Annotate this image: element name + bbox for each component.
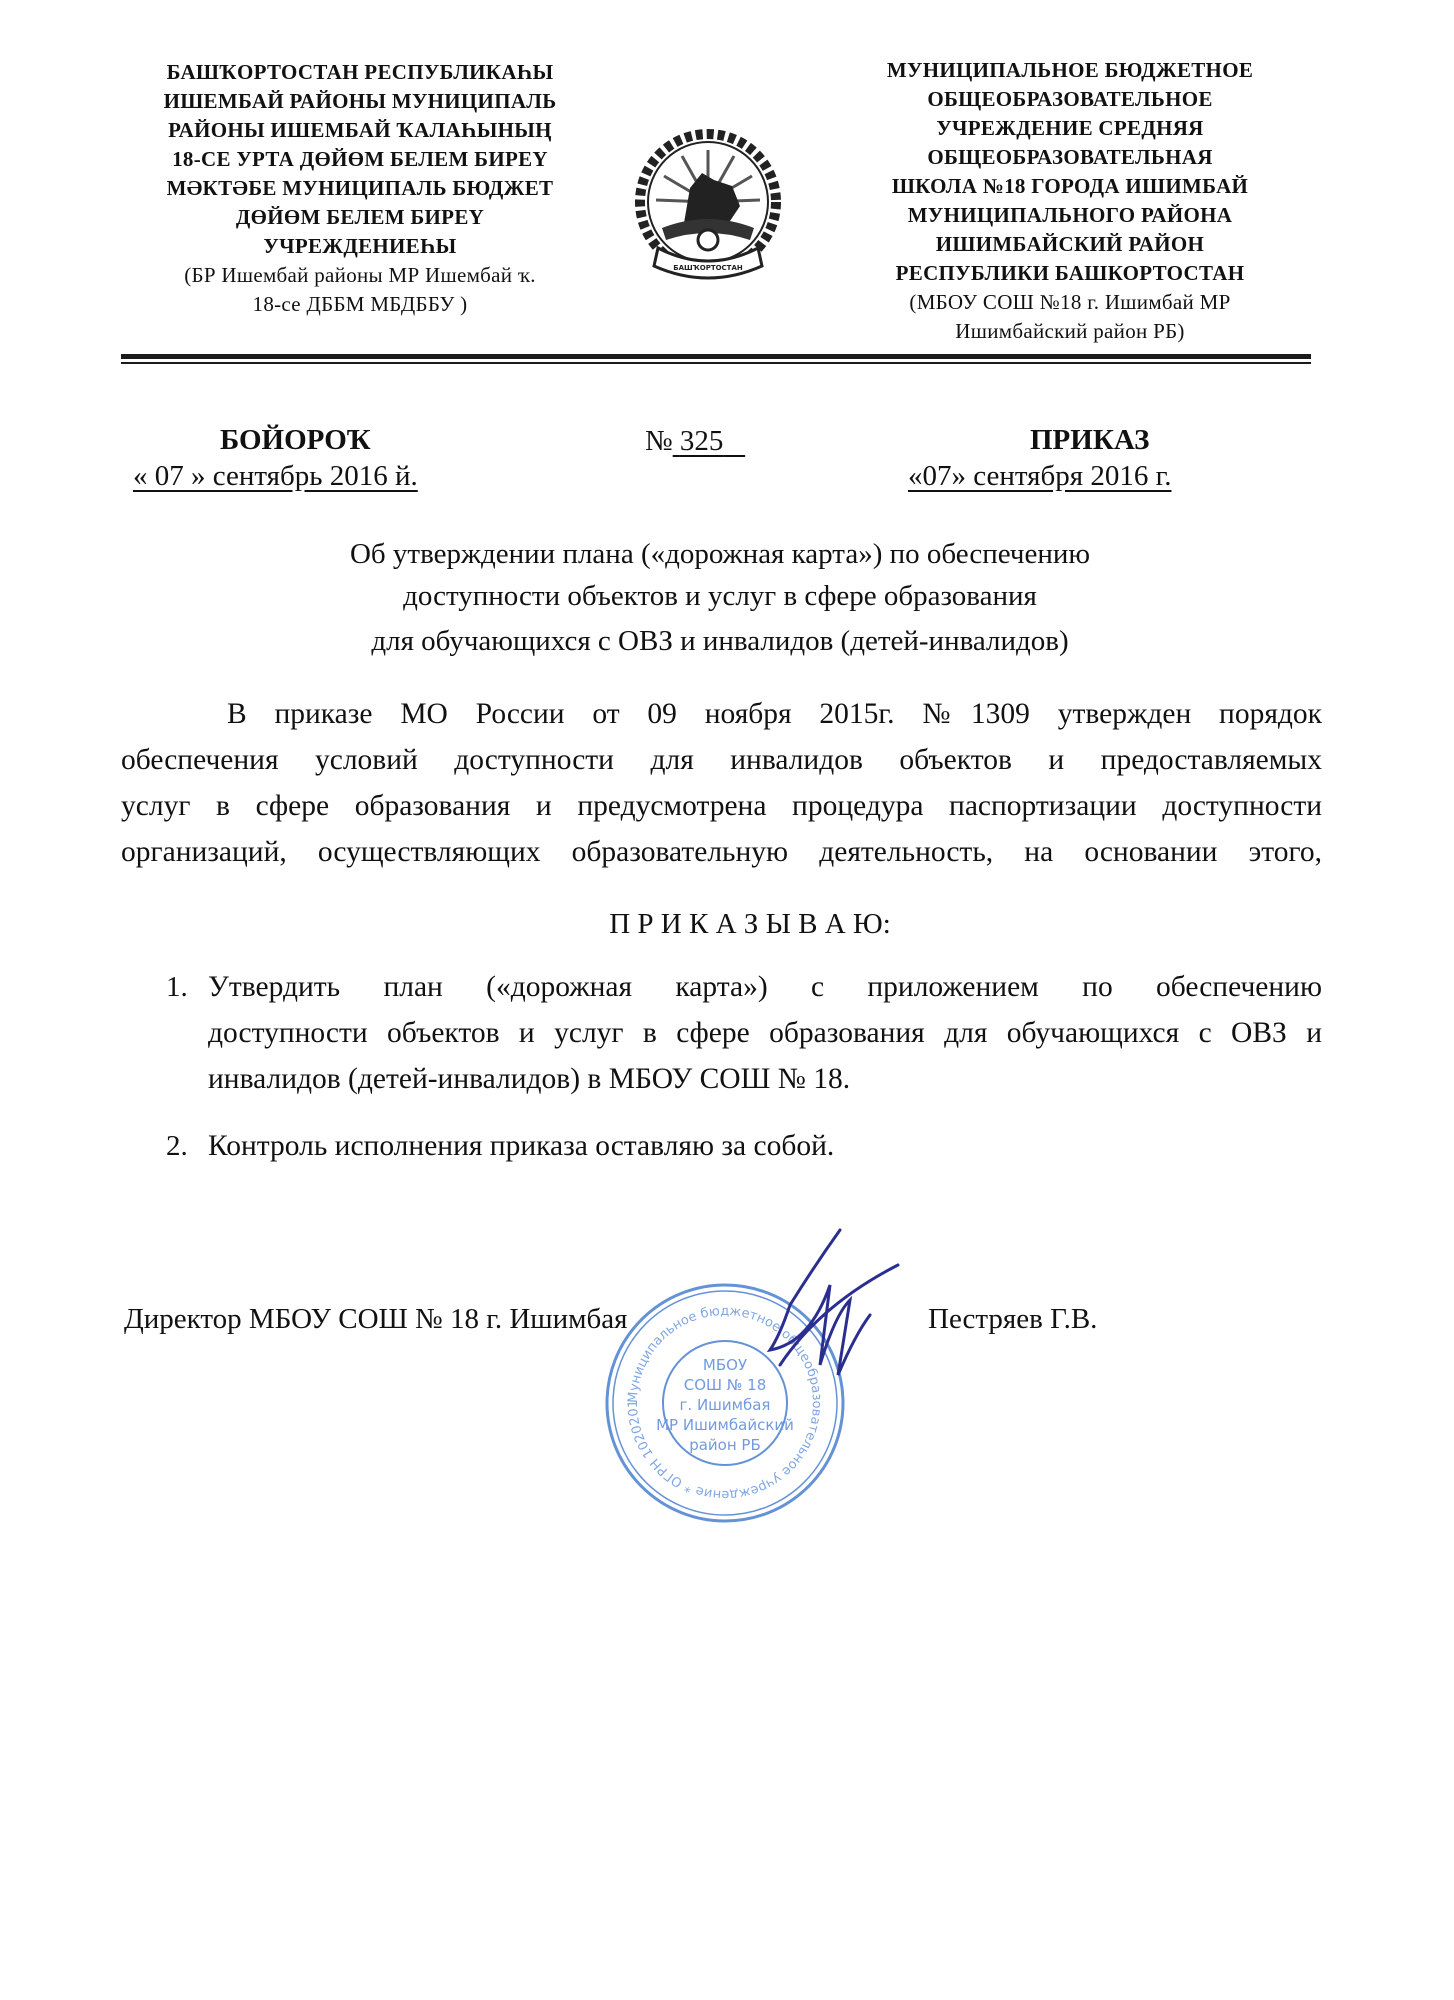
header-right-line: МУНИЦИПАЛЬНОЕ БЮДЖЕТНОЕ (886, 58, 1254, 82)
document-title-line: доступности объектов и услуг в сфере образования (403, 580, 1037, 612)
emblem-label: БАШҠОРТОСТАН (673, 264, 743, 272)
coat-of-arms-emblem (632, 128, 784, 293)
signatory-name: Пестряев Г.В. (928, 1303, 1098, 1335)
header-right-abbr: Ишимбайский район РБ) (955, 319, 1185, 343)
header-right-line: ИШИМБАЙСКИЙ РАЙОН (935, 232, 1205, 256)
header-left-abbr: 18-се ДББМ МБДББУ ) (252, 292, 468, 316)
header-left-line: ДӨЙӨМ БЕЛЕМ БИРЕҮ (235, 205, 485, 229)
header-left-line: БАШҠОРТОСТАН РЕСПУБЛИКАҺЫ (166, 60, 554, 84)
preamble-line: В приказе МО России от 09 ноября 2015г. №1309 утвержден порядок (227, 698, 1322, 730)
header-divider-thick (121, 354, 1311, 359)
preamble-line: услуг в сфере образования и предусмотрена процедура паспортизации доступности (121, 790, 1322, 822)
preamble-line: организаций, осуществляющих образовательную деятельность, на основании этого, (121, 836, 1322, 868)
order-date-bashkir: « 07 » сентябрь 2016 й. (133, 460, 418, 492)
svg-text:г. Ишимбая: г. Ишимбая (679, 1396, 771, 1414)
header-left-line: 18-СЕ УРТА ДӨЙӨМ БЕЛЕМ БИРЕҮ (172, 147, 548, 171)
order-number-prefix: № (645, 425, 673, 457)
header-left-line: МӘКТӘБЕ МУНИЦИПАЛЬ БЮДЖЕТ (166, 176, 554, 200)
header-divider-thin (121, 362, 1311, 364)
order-number (645, 425, 745, 458)
header-right-abbr: (МБОУ СОШ №18 г. Ишимбай МР (909, 290, 1231, 314)
document-title-line: для обучающихся с ОВЗ и инвалидов (детей-инвалидов) (371, 625, 1069, 657)
header-right-line: РЕСПУБЛИКИ БАШКОРТОСТАН (895, 261, 1245, 285)
svg-text:МБОУ: МБОУ (702, 1356, 748, 1374)
svg-text:СОШ № 18: СОШ № 18 (683, 1376, 767, 1394)
header-left-abbr: (БР Ишембай районы МР Ишембай ҡ. (184, 263, 536, 287)
header-right-line: ОБЩЕОБРАЗОВАТЕЛЬНОЕ (927, 87, 1213, 111)
order-date-russian: «07» сентября 2016 г. (908, 460, 1172, 492)
item-line: инвалидов (детей-инвалидов) в МБОУ СОШ № 18. (208, 1063, 851, 1095)
order-number-text: 325 (679, 425, 724, 457)
header-right-line: УЧРЕЖДЕНИЕ СРЕДНЯЯ (936, 116, 1204, 140)
header-right-line: ШКОЛА №18 ГОРОДА ИШИМБАЙ (891, 174, 1249, 198)
header-left-line: УЧРЕЖДЕНИЕҺЫ (263, 234, 457, 258)
svg-text:МР Ишимбайский: МР Ишимбайский (656, 1416, 794, 1434)
svg-text:Муниципальное бюджетное общеоб: Муниципальное бюджетное общеобразовательное учреждение * ОГРН 1020201 (625, 1303, 825, 1503)
header-left-line: РАЙОНЫ ИШЕМБАЙ ҠАЛАҺЫНЫҢ (168, 118, 552, 142)
item-line: Контроль исполнения приказа оставляю за собой. (208, 1130, 835, 1162)
handwritten-signature (720, 1225, 900, 1405)
document-title-line: Об утверждении плана («дорожная карта») по обеспечению (349, 538, 1091, 570)
order-title-bashkir: БОЙОРОҠ (220, 424, 371, 456)
item-number: 1. (166, 971, 188, 1003)
order-number-value (673, 425, 746, 457)
preamble-line: обеспечения условий доступности для инвалидов объектов и предоставляемых (121, 744, 1322, 776)
header-right (845, 56, 1295, 346)
item-line: Утвердить план («дорожная карта») с приложением по обеспечению (208, 971, 1322, 1003)
header-left-line: ИШЕМБАЙ РАЙОНЫ МУНИЦИПАЛЬ (163, 89, 557, 113)
header-right-line: МУНИЦИПАЛЬНОГО РАЙОНА (907, 203, 1233, 227)
header-left (130, 58, 590, 319)
order-keyword: П Р И К А З Ы В А Ю: (609, 908, 891, 940)
svg-text:район РБ: район РБ (689, 1436, 761, 1454)
item-number: 2. (166, 1130, 188, 1162)
signatory-position: Директор МБОУ СОШ № 18 г. Ишимбая (124, 1303, 628, 1335)
header-right-line: ОБЩЕОБРАЗОВАТЕЛЬНАЯ (927, 145, 1213, 169)
order-title-russian: ПРИКАЗ (1030, 424, 1150, 456)
item-line: доступности объектов и услуг в сфере образования для обучающихся с ОВЗ и (208, 1017, 1322, 1049)
